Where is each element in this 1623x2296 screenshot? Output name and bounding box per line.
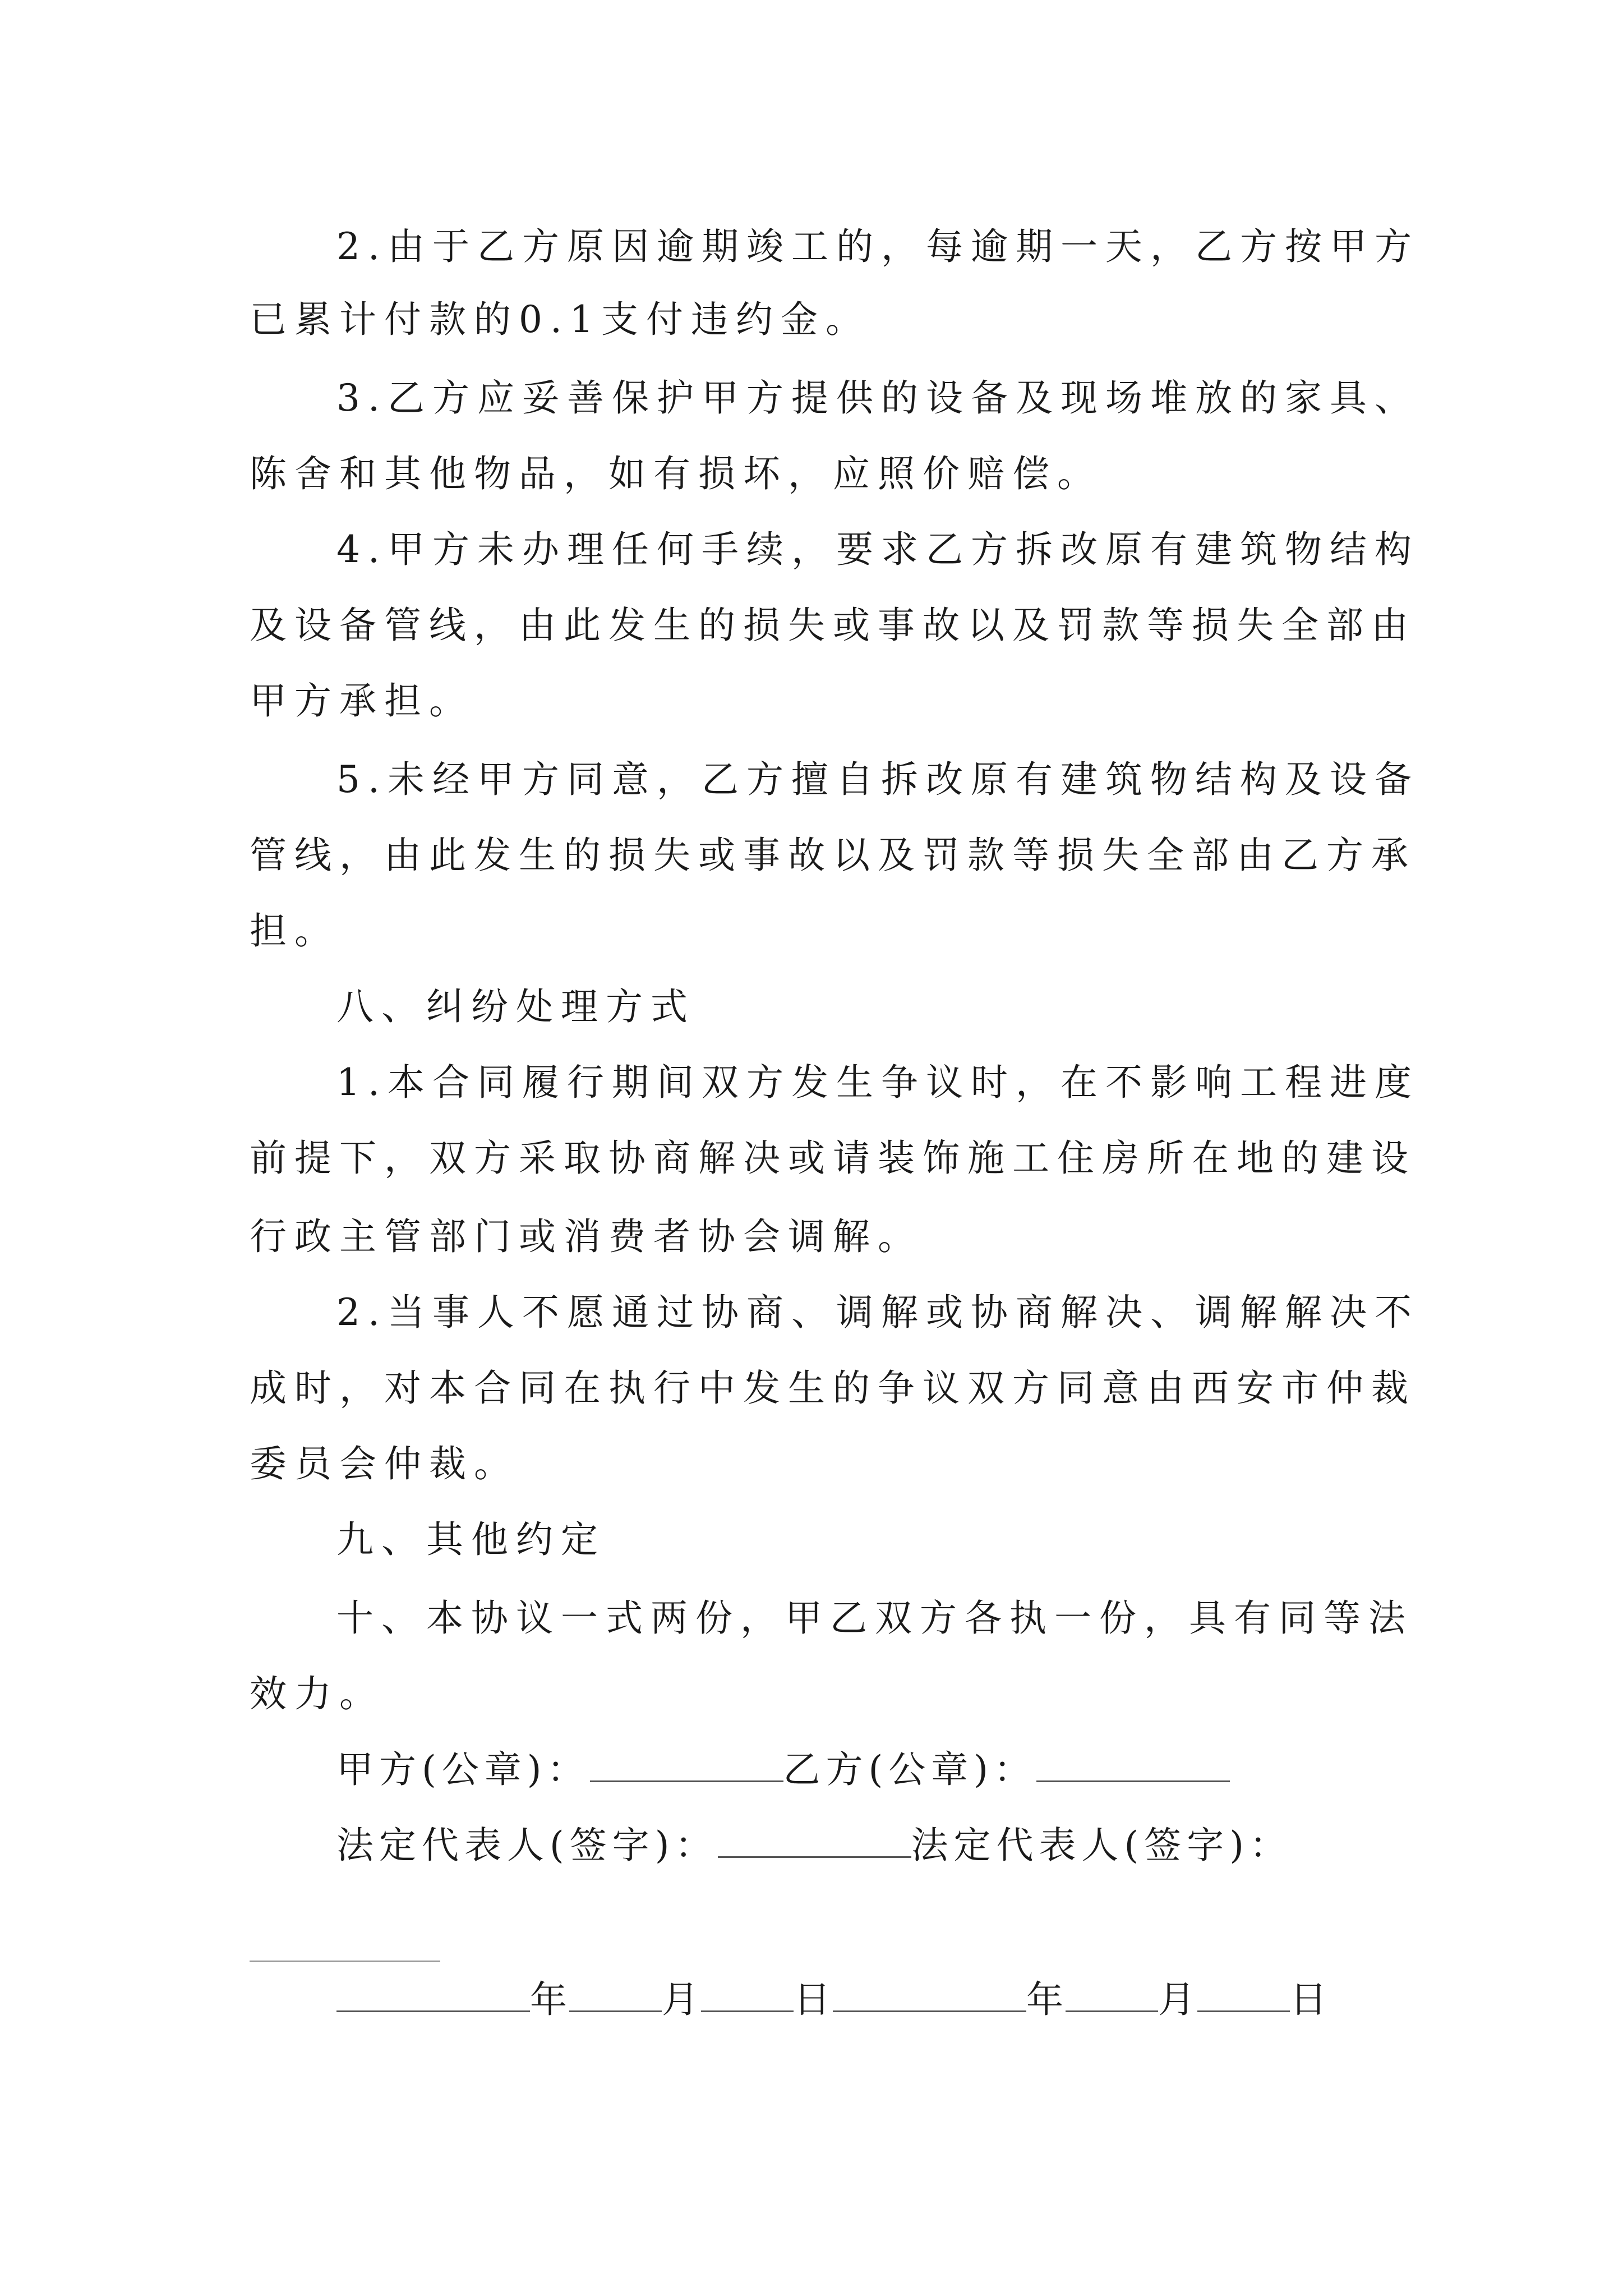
paragraph-line: 1.本合同履行期间双方发生争议时，在不影响工程进度	[336, 1061, 1419, 1104]
paragraph-line: 已累计付款的0.1支付违约金。	[250, 298, 870, 341]
month-b-label: 月	[1158, 1978, 1197, 2021]
paragraph-line: 成时，对本合同在执行中发生的争议双方同意由西安市仲裁	[250, 1366, 1416, 1410]
paragraph-line: 效力。	[250, 1672, 384, 1715]
year-b-blank	[833, 1976, 1026, 2012]
paragraph-line: 前提下，双方采取协商解决或请装饰施工住房所在地的建设	[250, 1137, 1416, 1180]
paragraph-line: 5.未经甲方同意，乙方擅自拆改原有建筑物结构及设备	[336, 758, 1419, 801]
paragraph-line: 十、本协议一式两份，甲乙双方各执一份，具有同等法	[336, 1596, 1413, 1640]
representative-row	[336, 1820, 1292, 1871]
rep-a-blank	[718, 1821, 911, 1858]
year-a-blank	[336, 1976, 530, 2012]
paragraph-line: 行政主管部门或消费者协会调解。	[250, 1215, 923, 1258]
paragraph-line: 4.甲方未办理任何手续，要求乙方拆改原有建筑物结构	[336, 528, 1419, 571]
day-b-blank	[1197, 1976, 1290, 2012]
paragraph-line: 管线，由此发生的损失或事故以及罚款等损失全部由乙方承	[250, 834, 1416, 877]
rep-a-label: 法定代表人(签字)：	[336, 1824, 718, 1867]
rep-b-label: 法定代表人(签字)：	[911, 1824, 1292, 1867]
paragraph-line: 甲方承担。	[250, 679, 474, 723]
paragraph-line: 及设备管线，由此发生的损失或事故以及罚款等损失全部由	[250, 604, 1416, 647]
paragraph-line: 担。	[250, 909, 339, 953]
paragraph-line: 3.乙方应妥善保护甲方提供的设备及现场堆放的家具、	[336, 376, 1419, 420]
date-row	[336, 1975, 1329, 2025]
seal-row	[336, 1745, 1230, 1795]
month-a-label: 月	[662, 1978, 701, 2021]
day-a-blank	[701, 1976, 794, 2012]
month-b-blank	[1066, 1976, 1158, 2012]
party-a-seal-label: 甲方(公章)：	[336, 1748, 590, 1791]
section-heading: 九、其他约定	[336, 1518, 606, 1561]
section-heading: 八、纠纷处理方式	[336, 985, 695, 1028]
party-b-seal-blank	[1036, 1746, 1230, 1782]
party-b-seal-label: 乙方(公章)：	[783, 1748, 1036, 1791]
rep-b-blank	[250, 1961, 440, 1962]
paragraph-line: 陈舍和其他物品，如有损坏，应照价赔偿。	[250, 452, 1102, 495]
party-a-seal-blank	[590, 1746, 783, 1782]
paragraph-line: 2.当事人不愿通过协商、调解或协商解决、调解解决不	[336, 1291, 1419, 1334]
year-a-label: 年	[530, 1978, 569, 2021]
paragraph-line: 2.由于乙方原因逾期竣工的，每逾期一天，乙方按甲方	[336, 225, 1419, 268]
year-b-label: 年	[1026, 1978, 1066, 2021]
day-a-label: 日	[794, 1978, 833, 2021]
paragraph-line: 委员会仲裁。	[250, 1442, 519, 1485]
month-a-blank	[569, 1976, 662, 2012]
day-b-label: 日	[1290, 1978, 1329, 2021]
